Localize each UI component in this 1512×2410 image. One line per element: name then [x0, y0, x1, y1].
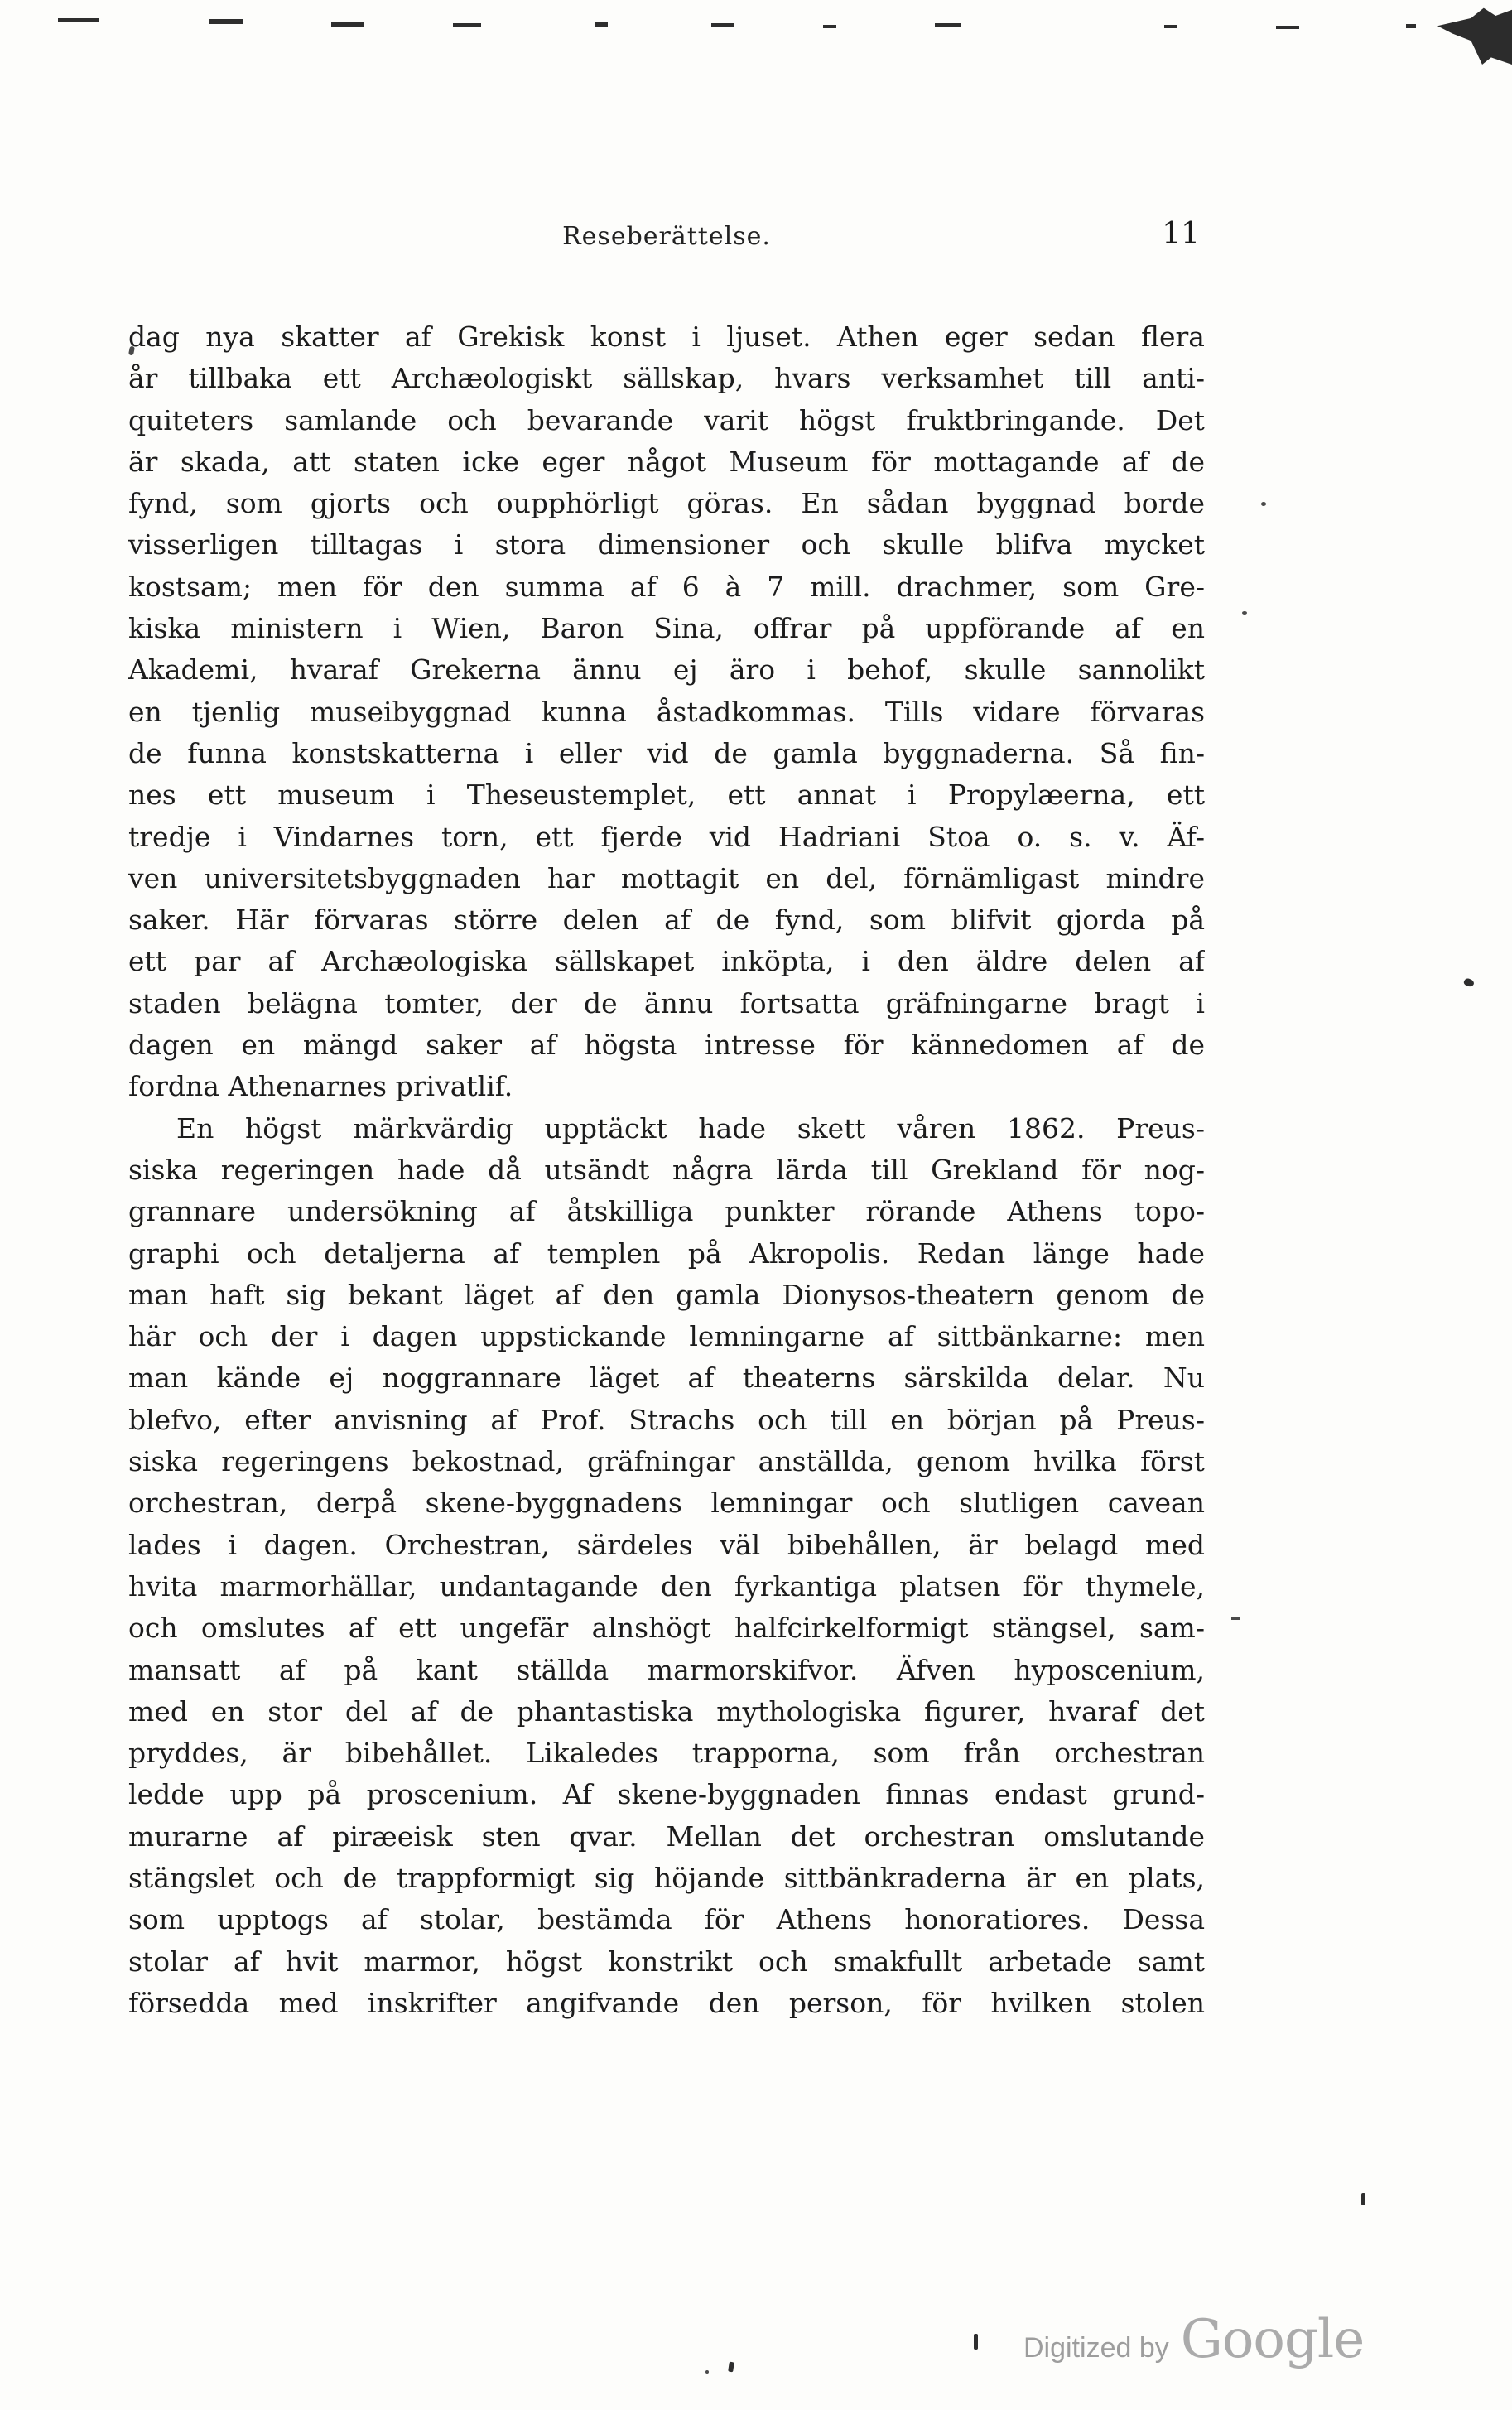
text-line: visserligen tilltagas i stora dimensioner och skulle blifva mycket	[128, 528, 1205, 562]
scan-artifact	[823, 25, 836, 28]
text-line: kiska ministern i Wien, Baron Sina, offrar på uppförande af en	[128, 612, 1205, 645]
scan-artifact	[1261, 502, 1266, 506]
text-line: grannare undersökning af åtskilliga punkter rörande Athens topo-	[128, 1195, 1205, 1228]
text-line: är skada, att staten icke eger något Museum för mottagande af de	[128, 445, 1205, 478]
text-line: lades i dagen. Orchestran, särdeles väl bibehållen, är belagd med	[128, 1528, 1205, 1561]
text-line: ledde upp på proscenium. Af skene-byggnaden finnas endast grund-	[128, 1778, 1205, 1811]
text-line: som upptogs af stolar, bestämda för Athens honoratiores. Dessa	[128, 1903, 1205, 1936]
running-title: Reseberättelse.	[562, 222, 771, 251]
text-line: stolar af hvit marmor, högst konstrikt och smakfullt arbetade samt	[128, 1945, 1205, 1978]
text-line: hvita marmorhällar, undantagande den fyrkantiga platsen för thymele,	[128, 1569, 1205, 1603]
text-line: dagen en mängd saker af högsta intresse för kännedomen af de	[128, 1029, 1205, 1062]
scan-artifact	[1231, 1617, 1240, 1620]
text-line: försedda med inskrifter angifvande den person, för hvilken stolen	[128, 1986, 1205, 2019]
text-line: år tillbaka ett Archæologiskt sällskap, hvars verksamhet till anti-	[128, 362, 1205, 395]
scan-artifact	[1463, 977, 1476, 988]
text-line: graphi och detaljerna af templen på Akropolis. Redan länge hade	[128, 1236, 1205, 1270]
text-line: ett par af Archæologiska sällskapet inköpta, i den äldre delen af	[128, 945, 1205, 978]
text-line: mansatt af på kant ställda marmorskifvor. Äfven hyposcenium,	[128, 1653, 1205, 1686]
scan-artifact	[1164, 25, 1177, 28]
text-line: quiteters samlande och bevarande varit högst fruktbringande. Det	[128, 403, 1205, 436]
text-line: och omslutes af ett ungefär alnshögt halfcirkelformigt stängsel, sam-	[128, 1612, 1205, 1645]
scan-artifact	[595, 22, 608, 27]
text-line: Akademi, hvaraf Grekerna ännu ej äro i behof, skulle sannolikt	[128, 653, 1205, 687]
text-line: En högst märkvärdig upptäckt hade skett våren 1862. Preus-	[176, 1111, 1205, 1145]
scan-artifact	[453, 23, 481, 27]
scan-artifact	[1242, 611, 1247, 615]
digitized-by-label: Digitized by	[1023, 2332, 1169, 2364]
text-line: murarne af piræeisk sten qvar. Mellan det orchestran omslutande	[128, 1820, 1205, 1853]
text-line: fynd, som gjorts och oupphörligt göras. En sådan byggnad borde	[128, 487, 1205, 520]
scan-artifact	[935, 23, 961, 27]
scan-artifact	[1276, 26, 1299, 29]
digitized-by-watermark	[1023, 2309, 1364, 2370]
scan-artifact	[974, 2334, 978, 2350]
page-header	[128, 217, 1205, 262]
google-logo: Google	[1180, 2309, 1365, 2370]
text-line: saker. Här förvaras större delen af de fynd, som blifvit gjorda på	[128, 904, 1205, 937]
text-line: en tjenlig museibyggnad kunna åstadkommas. Tills vidare förvaras	[128, 695, 1205, 728]
text-line: här och der i dagen uppstickande lemningarne af sittbänkarne: men	[128, 1320, 1205, 1353]
scan-artifact	[728, 2362, 734, 2373]
scan-artifact-corner	[1437, 5, 1512, 65]
text-line: kostsam; men för den summa af 6 à 7 mill. drachmer, som Gre-	[128, 570, 1205, 603]
scan-artifact	[58, 18, 99, 22]
text-line: ven universitetsbyggnaden har mottagit en del, förnämligast mindre	[128, 861, 1205, 894]
text-line: pryddes, är bibehållet. Likaledes trapporna, som från orchestran	[128, 1737, 1205, 1770]
page-number: 11	[1162, 217, 1200, 251]
text-line: dag nya skatter af Grekisk konst i ljuset. Athen eger sedan flera	[128, 321, 1205, 353]
text-block	[128, 316, 1205, 2024]
text-line: man haft sig bekant läget af den gamla Dionysos-theatern genom de	[128, 1278, 1205, 1311]
scan-artifact	[711, 23, 734, 27]
scan-artifact	[331, 22, 364, 27]
text-line: stängslet och de trappformigt sig höjande sittbänkraderna är en plats,	[128, 1861, 1205, 1894]
scan-artifact	[705, 2370, 709, 2374]
text-line: orchestran, derpå skene-byggnadens lemningar och slutligen cavean	[128, 1487, 1205, 1520]
scan-artifact	[1406, 24, 1416, 28]
text-line: staden belägna tomter, der de ännu fortsatta gräfningarne bragt i	[128, 986, 1205, 1019]
text-line: blefvo, efter anvisning af Prof. Strachs och till en början på Preus-	[128, 1403, 1205, 1436]
text-line: tredje i Vindarnes torn, ett fjerde vid Hadriani Stoa o. s. v. Äf-	[128, 820, 1205, 853]
text-line: nes ett museum i Theseustemplet, ett annat i Propylæerna, ett	[128, 778, 1205, 812]
text-line: de funna konstskatterna i eller vid de gamla byggnaderna. Så fin-	[128, 736, 1205, 769]
text-line: med en stor del af de phantastiska mythologiska figurer, hvaraf det	[128, 1694, 1205, 1728]
scan-artifact	[209, 19, 243, 24]
text-line: siska regeringens bekostnad, gräfningar anställda, genom hvilka först	[128, 1445, 1205, 1478]
scan-artifact	[1361, 2193, 1365, 2205]
text-line: fordna Athenarnes privatlif.	[128, 1070, 513, 1103]
text-line: siska regeringen hade då utsändt några lärda till Grekland för nog-	[128, 1153, 1205, 1186]
text-line: man kände ej noggrannare läget af theaterns särskilda delar. Nu	[128, 1362, 1205, 1395]
